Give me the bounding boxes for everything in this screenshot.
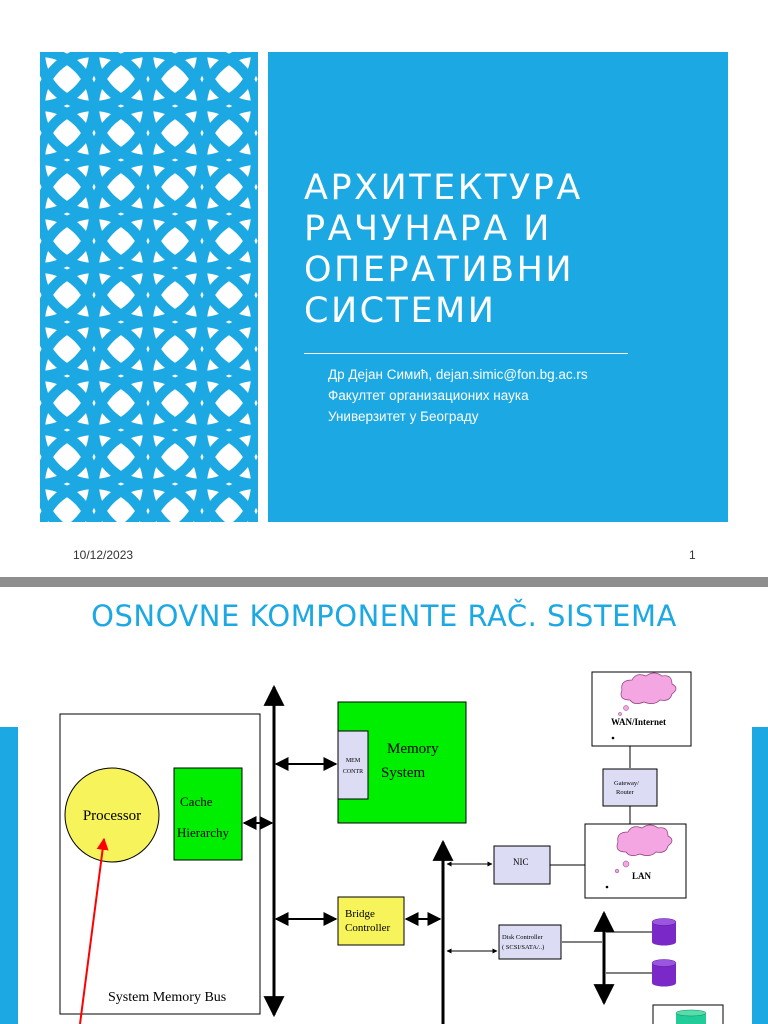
controller-label: Controller xyxy=(345,922,391,934)
memory-label: Memory xyxy=(387,741,439,757)
disk-icon xyxy=(652,919,676,946)
faculty-line: Факултет организационих наука xyxy=(328,388,529,403)
slide-title: OSNOVNE KOMPONENTE RAČ. SISTEMA xyxy=(91,599,677,633)
memory-system xyxy=(338,702,466,823)
processor xyxy=(65,768,159,862)
storage-device xyxy=(653,1005,723,1024)
title-divider xyxy=(304,353,628,354)
slide-subtitle xyxy=(328,364,588,427)
hierarchy-label: Hierarchy xyxy=(177,825,229,840)
wan-internet xyxy=(592,672,691,746)
title-line: СИСТЕМИ xyxy=(304,291,497,331)
circle-pattern-icon xyxy=(40,52,258,522)
slide-title xyxy=(304,168,704,332)
system-memory-bus-label: System Memory Bus xyxy=(108,990,227,1005)
lan-label: LAN xyxy=(632,871,652,881)
lan xyxy=(585,824,686,898)
title-line: АРХИТЕКТУРА xyxy=(304,168,583,208)
computer-system-diagram xyxy=(0,587,768,1024)
mem-controller-label: MEM xyxy=(345,758,361,764)
nic xyxy=(494,846,550,884)
cpu-box xyxy=(60,714,260,1014)
title-line: ОПЕРАТИВНИ xyxy=(304,250,575,290)
mem-controller xyxy=(338,731,368,799)
university-line: Универзитет у Београду xyxy=(328,409,479,424)
disk-controller-label: ( SCSI/SATA/..) xyxy=(502,944,545,951)
author-line: Др Дејан Симић, dejan.simic@fon.bg.ac.rs xyxy=(328,367,588,382)
title-line: РАЧУНАРА И xyxy=(304,209,552,249)
bridge-label: Bridge xyxy=(345,908,375,920)
cache-label: Cache xyxy=(180,794,213,809)
slide-number: 1 xyxy=(689,548,696,562)
gateway-label: Gateway/ xyxy=(614,780,639,787)
components-slide xyxy=(0,587,768,1024)
cache-hierarchy xyxy=(174,768,242,860)
router-label: Router xyxy=(616,789,634,796)
wan-label: WAN/Internet xyxy=(611,717,666,727)
bridge-controller xyxy=(338,897,404,945)
disk-icon xyxy=(652,960,676,987)
system-label: System xyxy=(381,765,426,781)
slide-date: 10/12/2023 xyxy=(73,548,134,562)
slide-separator xyxy=(0,577,768,587)
mem-controller-label: CONTR xyxy=(342,769,364,775)
processor-label: Processor xyxy=(82,808,142,824)
disk-controller xyxy=(499,925,561,959)
decorative-pattern xyxy=(40,52,258,522)
nic-label: NIC xyxy=(513,857,529,867)
disk-controller-label: Disk Controller xyxy=(502,934,543,941)
gateway-router xyxy=(603,769,657,806)
